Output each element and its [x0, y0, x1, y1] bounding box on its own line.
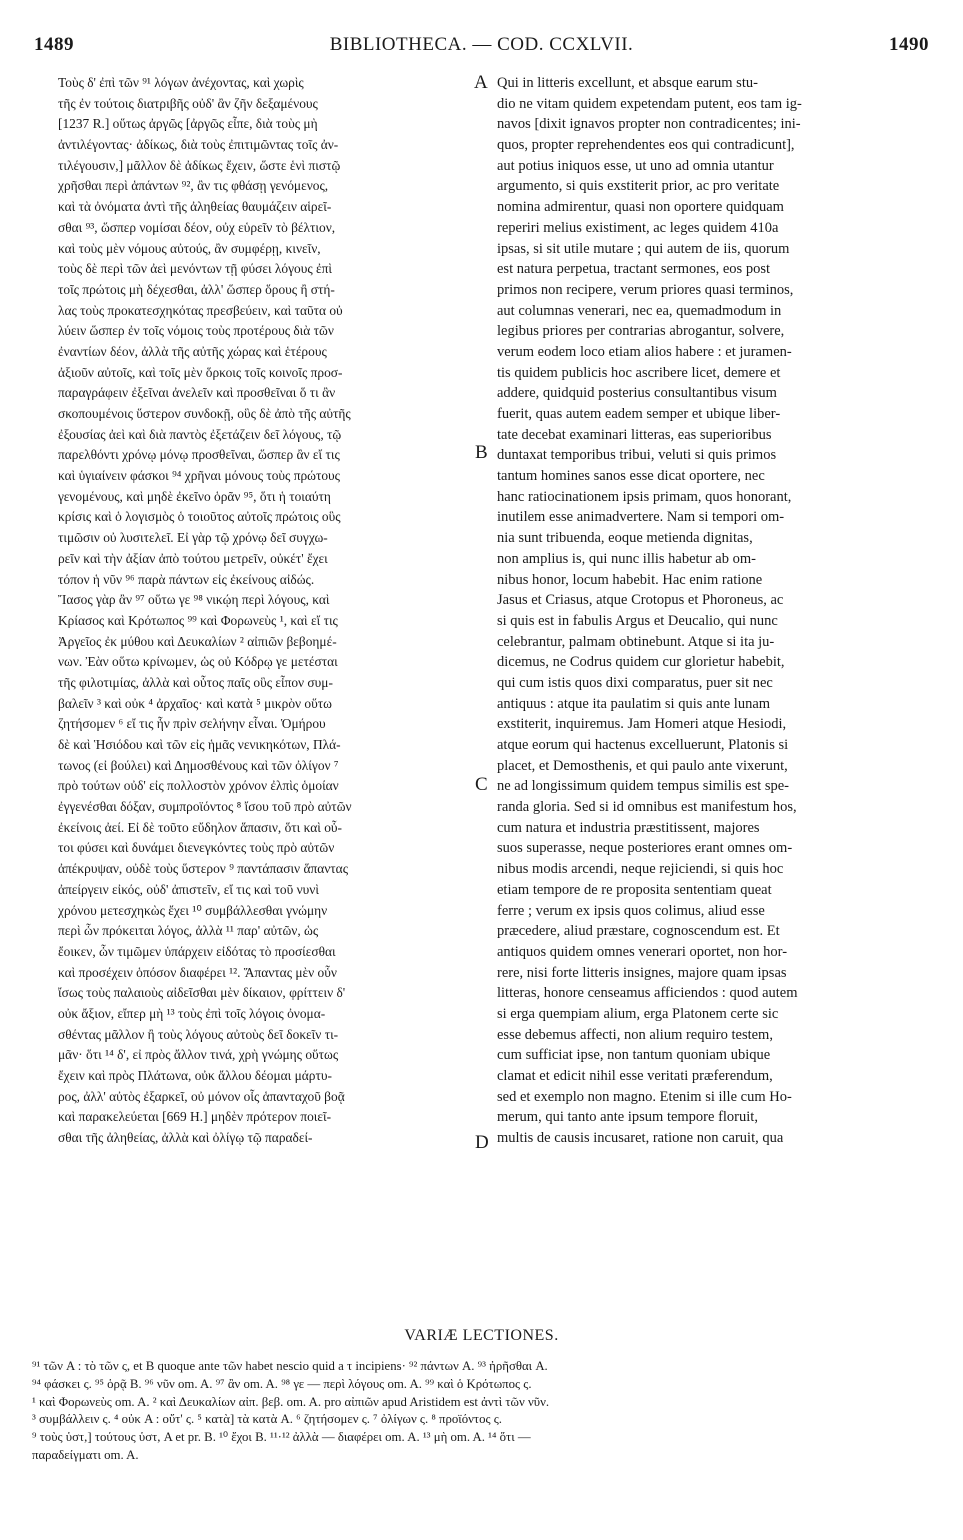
greek-text-line: ἀξιοῦν αὐτοῖς, καὶ τοῖς μὲν ὅρκοις τοῖς κοινοῖς προσ-	[58, 364, 343, 380]
latin-text-line: placet, et Demosthenis, et qui paulo ante vixerunt,	[497, 757, 788, 774]
section-marker-d: D	[475, 1132, 489, 1153]
greek-text-line: λας τοὺς προκατεσχηκότας πρεσβεύειν, καὶ ταῦτα οὐ	[58, 302, 343, 318]
greek-text-line: γενομένους, καὶ μηδὲ ἐκεῖνο ὁρᾶν ⁹⁵, ὅτι ἡ τοιαύτη	[58, 488, 331, 504]
latin-text-line: addere, quidquid posterius consultantibus visum	[497, 385, 777, 402]
note-line: ³ συμβάλλειν ς. ⁴ οὐκ A : οὔτ' ς. ⁵ κατὰ] τὰ κατὰ A. ⁶ ζητήσομεν ς. ⁷ ὀλίγων ς. ⁸ προϊόντος ς.	[32, 1412, 502, 1427]
latin-text-line: tantum homines sanos esse dicat oportere, nec	[497, 468, 765, 485]
page-header	[34, 34, 929, 64]
latin-text-line: nibus honor, locum habebit. Hac enim ratione	[497, 571, 763, 588]
latin-text-line: dio ne vitam quidem expetendam putent, eos tam ig-	[497, 95, 802, 112]
greek-text-line: δὲ καὶ Ἡσιόδου καὶ τῶν εἰς ἡμᾶς νενικηκότων, Πλά-	[58, 737, 341, 752]
note-line: παραδείγματι om. A.	[32, 1447, 139, 1462]
greek-text-line: ἔχειν καὶ πρὸς Πλάτωνα, οὐκ ἄλλου δέομαι μάρτυ-	[58, 1068, 332, 1083]
greek-text-line: περὶ ὧν πρόκειται λόγος, ἀλλὰ ¹¹ παρ' αὐτῶν, ὡς	[58, 923, 319, 939]
greek-text-line: καὶ προσέχειν ὁπόσον διαφέρει ¹². Ἅπαντας μὲν οὖν	[58, 964, 337, 980]
latin-text-line: dicemus, ne Codrus quidem cur glorietur habebit,	[497, 654, 785, 671]
greek-text-line: τιλέγουσιν,] μᾶλλον δὲ ἀδίκως ἔχειν, ὥστε ἑνὶ πιστῷ	[58, 157, 341, 173]
greek-text-line: ἀπέκρυψαν, οὐδὲ τοὺς ὕστερον ⁹ παντάπασιν ἅπαντας	[58, 861, 348, 877]
section-marker-a: A	[474, 72, 488, 93]
greek-text-line: τῆς φιλοτιμίας, ἀλλὰ καὶ οὗτος παῖς οὓς εἶπον συμ-	[58, 674, 333, 690]
latin-text-line: etiam tempore de re proposita sententiam queat	[497, 881, 772, 898]
latin-text-line: ferre ; verum ex ipsis quos colimus, aliud esse	[497, 902, 765, 919]
greek-text-line: ρος, ἀλλ' αὐτὸς ἐξαρκεῖ, οὐ μόνον οἷς ἁπανταχοῦ βοᾷ	[58, 1088, 345, 1104]
greek-text-line: [1237 R.] οὕτως ἀργῶς [ἀργῶς εἶπε, διὰ τοὺς μὴ	[58, 116, 318, 132]
note-line: ⁹¹ τῶν A : τὸ τῶν ς, et B quoque ante τῶν habet nescio quid a τ incipiens· ⁹² πάντων A. ⁹³ ἠρῆσθαι A.	[32, 1359, 548, 1373]
latin-text-line: fuerit, quas autem eadem semper et ubique liber-	[497, 406, 781, 422]
latin-text-line: antiquos quidem omnes venerari oportet, non hor-	[497, 943, 788, 960]
greek-text-column	[58, 73, 470, 1303]
latin-text-line: nomina admirentur, quasi non oportere quidquam	[497, 199, 784, 216]
latin-text-column	[497, 73, 929, 1303]
greek-text-line: ἐξουσίας ἀεὶ καὶ διὰ παντὸς ἐξετάζειν δεῖ λόγους, τῷ	[58, 426, 342, 442]
note-line: ⁹⁴ φάσκει ς. ⁹⁵ ὁρᾷ B. ⁹⁶ νῦν om. A. ⁹⁷ ἂν om. A. ⁹⁸ γε — περὶ λόγους om. A. ⁹⁹ καὶ ὁ Κρότωπος ς.	[32, 1376, 532, 1391]
latin-text-line: nibus modis arcendi, neque rejiciendi, si quis hoc	[497, 861, 784, 878]
latin-text-line: nia sunt tribuenda, eoque metienda dignitas,	[497, 530, 753, 547]
greek-text-line: νων. Ἐὰν οὕτω κρίνωμεν, ὡς οὐ Κόδρῳ γε μετέσται	[58, 654, 338, 670]
page-number-left: 1489	[34, 34, 74, 55]
latin-text-line: cum sufficiat ipse, non tantum quoniam ubique	[497, 1047, 771, 1064]
greek-text-line: ἐγγενέσθαι δόξαν, συμπροϊόντος ⁸ ἴσου τοῦ πρὸ αὐτῶν	[58, 799, 352, 815]
greek-text-line: καὶ παρακελεύεται [669 H.] μηδὲν πρότερον ποιεῖ-	[58, 1109, 332, 1125]
greek-text-line: ἐκείνοις ἀεί. Εἰ δὲ τοῦτο εὔδηλον ἅπασιν, ὅτι καὶ οὗ-	[58, 819, 343, 835]
latin-text-line: Qui in litteris excellunt, et absque earum stu-	[497, 75, 758, 91]
latin-text-line: est natura perpetua, tractant sermones, eos post	[497, 261, 770, 278]
greek-text-line: πρὸ τούτων οὐδ' εἰς πολλοστὸν χρόνον ἐλπὶς ὁμοίαν	[58, 778, 339, 794]
greek-text-line: παρελθόντι χρόνῳ μόνῳ προσθεῖναι, ὥσπερ ἂν εἴ τις	[58, 447, 340, 463]
running-title: BIBLIOTHECA. — COD. CCXLVII.	[329, 34, 634, 55]
latin-text-line: clamat et edicit nihil esse veritati præferendum,	[497, 1068, 773, 1084]
greek-text-line: σθαι ⁹³, ὥσπερ νομίσαι δέον, οὐχ εὑρεῖν τὸ βέλτιον,	[58, 219, 336, 235]
variae-lectiones-heading: VARIÆ LECTIONES.	[404, 1327, 559, 1344]
section-marker-c: C	[475, 774, 488, 795]
latin-text-line: si quis est in fabulis Argus et Deucalio, qui nunc	[497, 612, 778, 629]
latin-text-line: atque eorum qui hactenus excelluerunt, Platonis si	[497, 737, 789, 753]
greek-text-line: κρίσις καὶ ὁ λογισμὸς ὁ τοιοῦτος αὐτοῖς πρώτοις οὓς	[58, 509, 341, 525]
greek-text-line: σθέντας μᾶλλον ἢ τοὺς λόγους αὐτοὺς δεῖ δοκεῖν τι-	[58, 1026, 339, 1042]
section-marker-b: B	[475, 442, 488, 463]
greek-text-line: ἀπείργειν εἰκός, οὐδ' ἀπιστεῖν, εἴ τις καὶ τοῦ νυνὶ	[58, 881, 319, 897]
latin-text-line: randa gloria. Sed si id omnibus est manifestum hos,	[497, 799, 797, 816]
latin-text-line: Jasus et Criasus, atque Crotopus et Phoroneus, ac	[497, 592, 784, 609]
latin-text-line: celebrantur, palmam obtinebunt. Atque si ita ju-	[497, 633, 775, 650]
greek-text-line: ἔοικεν, ὧν τιμῶμεν ὑπάρχειν εἰδότας τὸ προσίεσθαι	[58, 943, 336, 959]
greek-text-line: βαλεῖν ³ καὶ οὐκ ⁴ ἀρχαῖος· καὶ κατὰ ⁵ μικρὸν οὕτω	[58, 695, 332, 711]
latin-text-line: litteras, honore censeamus afficiendos : quod autem	[497, 985, 798, 1002]
greek-text-line: ἀντιλέγοντας· ἀδίκως, διὰ τοὺς ἐπιτιμῶντας τοῖς ἀν-	[58, 137, 339, 153]
latin-text-line: sed et exemplo non magno. Etenim si ille cum Ho-	[497, 1088, 792, 1105]
greek-text-line: οὐκ ἄξιον, εἴπερ μὴ ¹³ τοὺς ἐπὶ τοῖς λόγοις ὀνομα-	[58, 1005, 326, 1021]
latin-text-line: argumento, si quis exstiterit prior, ac pro veritate	[497, 178, 780, 195]
greek-text-line: ἐναντίων δέον, ἀλλὰ τῆς αὐτῆς χώρας καὶ ἑτέρους	[58, 343, 327, 359]
greek-text-line: καὶ τὰ ὀνόματα ἀντὶ τῆς ἀληθείας θαυμάζειν αἱρεῖ-	[58, 199, 332, 215]
greek-text-line: καὶ ὑγιαίνειν φάσκοι ⁹⁴ χρῆναι μόνους τοὺς πρώτους	[58, 468, 340, 484]
latin-text-line: aut columnas venerari, nec ea, quemadmodum in	[497, 302, 782, 319]
greek-text-line: Ἴασος γὰρ ἂν ⁹⁷ οὕτω γε ⁹⁸ νικῴη περὶ λόγους, καὶ	[58, 592, 330, 608]
note-line: ¹ καὶ Φορωνεὺς om. A. ² καὶ Δευκαλίων αἰπ. βεβ. om. A. pro αἰπιῶν apud Aristidem est ἀντὶ τῶν νῦν.	[32, 1394, 550, 1409]
latin-text-line: tis quidem publicis hoc ascribere licet, demere et	[497, 364, 781, 381]
greek-text-line: σθαι τῆς ἀληθείας, ἀλλὰ καὶ ὀλίγῳ τῷ παραδεί-	[58, 1130, 313, 1146]
greek-text-line: τοι φύσει καὶ δυνάμει διενεγκόντες τοὺς πρὸ αὐτῶν	[58, 840, 335, 856]
greek-text-line: τιμῶσιν οὐ λυσιτελεῖ. Εἰ γὰρ τῷ χρόνῳ δεῖ συγχω-	[58, 530, 328, 546]
greek-text-line: ρεῖν καὶ τὴν ἀξίαν ἀπὸ τούτου μετρεῖν, οὐκέτ' ἔχει	[58, 550, 328, 566]
greek-text-line: τωνος (εἰ βούλει) καὶ Δημοσθένους καὶ τῶν ὀλίγον ⁷	[58, 757, 339, 773]
greek-text-line: ζητήσομεν ⁶ εἴ τις ἦν πρὶν σελήνην εἶναι. Ὁμήρου	[58, 716, 326, 732]
latin-text-line: primos non recipere, verum priores quasi terminos,	[497, 281, 794, 298]
variant-readings-notes	[32, 1358, 934, 1538]
greek-text-line: παραγράφειν ἐξεῖναι ἀνελεῖν καὶ προσθεῖναι ὅ τι ἂν	[58, 385, 336, 401]
greek-text-line: Τοὺς δ' ἐπὶ τῶν ⁹¹ λόγων ἀνέχοντας, καὶ χωρὶς	[58, 75, 304, 90]
latin-text-line: merum, qui tanto ante ipsum tempore floruit,	[497, 1109, 758, 1126]
note-line: ⁹ τοὺς ὑστ,] τούτους ὑστ, A et pr. B. ¹⁰ ἔχοι B. ¹¹·¹² ἀλλὰ — διαφέρει om. A. ¹³ μὴ om. A. ¹⁴ ὅτι —	[32, 1430, 531, 1445]
greek-text-line: Κρίασος καὶ Κρότωπος ⁹⁹ καὶ Φορωνεὺς ¹, καὶ εἴ τις	[58, 612, 338, 628]
latin-text-line: præcedere, aliud præstare, cognoscendum est. Et	[497, 923, 780, 940]
latin-text-line: verum eodem loco etiam alios habere : et juramen-	[497, 343, 792, 360]
latin-text-line: ne ad longissimum quidem tempus similis est spe-	[497, 778, 789, 795]
greek-text-line: τῆς ἐν τούτοις διατριβῆς οὐδ' ἂν ζῆν δεξαμένους	[58, 95, 318, 111]
greek-text-line: τοῖς πρώτοις μὴ δέχεσθαι, ἀλλ' ὥσπερ ὅρους ἢ στή-	[58, 281, 335, 297]
greek-text-line: χρόνου μετεσχηκὼς ἔχει ¹⁰ συμβάλλεσθαι γνώμην	[58, 902, 328, 918]
latin-text-line: multis de causis incusaret, ratione non caruit, qua	[497, 1130, 784, 1147]
greek-text-line: λύειν ὥσπερ ἐν τοῖς νόμοις τοὺς προτέρους διὰ τῶν	[58, 323, 334, 339]
latin-text-line: ipsas, si sit utile mutare ; qui autem de iis, quorum	[497, 240, 790, 257]
latin-text-line: exstiterit, inquiremus. Jam Homeri atque Hesiodi,	[497, 716, 787, 733]
latin-text-line: si erga quempiam alium, erga Platonem certe sic	[497, 1005, 779, 1022]
latin-text-line: quos, propter reprehendentes eos qui contradicunt],	[497, 137, 795, 154]
latin-text-line: antiquus : atque ita paulatim si quis ante lunam	[497, 695, 771, 712]
greek-text-line: Ἀργεῖος ἐκ μύθου καὶ Δευκαλίων ² αἰπιῶν βεβοημέ-	[58, 633, 337, 649]
latin-text-line: hanc ratiocinationem ipsis primam, quos honorant,	[497, 488, 792, 505]
latin-text-line: qui cum istis quos dixi comparatus, puer sit nec	[497, 674, 773, 691]
page-number-right: 1490	[889, 34, 929, 55]
latin-text-line: non amplius is, qui nunc illis habetur ab om-	[497, 550, 756, 567]
latin-text-line: reperiri melius existiment, ac leges quidem 410a	[497, 219, 779, 236]
latin-text-line: navos [dixit ignavos propter non contradicentes; ini-	[497, 116, 801, 133]
greek-text-line: σκοπουμένοις ὕστερον συνδοκῇ, οὓς δὲ ἀπὸ τῆς αὐτῆς	[58, 406, 351, 421]
latin-text-line: suos superasse, neque posteriores erant omnes om-	[497, 840, 793, 857]
latin-text-line: inutilem esse animadvertere. Nam si tempori om-	[497, 509, 785, 526]
greek-text-line: καὶ τοὺς μὲν νόμους αὐτούς, ἂν συμφέρῃ, κινεῖν,	[58, 240, 321, 256]
latin-text-line: duntaxat temporibus tribui, veluti si quis primos	[497, 447, 777, 464]
greek-text-line: ἴσως τοὺς παλαιοὺς αἰδεῖσθαι μὲν δίκαιον, φρίττειν δ'	[58, 985, 346, 1001]
latin-text-line: aut potius iniquos esse, ut uno ad omnia utantur	[497, 157, 774, 174]
greek-text-line: τόπον ἡ νῦν ⁹⁶ παρὰ πάντων εἰς ἐκείνους αἰδώς.	[58, 571, 315, 587]
latin-text-line: legibus priores per contrarias abrogantur, solvere,	[497, 323, 785, 340]
latin-text-line: cum natura et industria præstitissent, majores	[497, 819, 760, 836]
latin-text-line: tate decebat examinari litteras, eas superioribus	[497, 426, 772, 443]
greek-text-line: μᾶν· ὅτι ¹⁴ δ', εἰ πρὸς ἄλλον τινά, χρὴ γνώμης οὕτως	[58, 1047, 339, 1063]
latin-text-line: rere, nisi forte litteris insignes, majore quam ipsas	[497, 964, 787, 981]
greek-text-line: τοὺς δὲ περὶ τῶν ἀεὶ μενόντων τῇ φύσει λόγους ἐπὶ	[58, 261, 332, 277]
greek-text-line: χρῆσθαι περὶ ἁπάντων ⁹², ἂν τις φθάσῃ γενόμενος,	[58, 178, 329, 194]
latin-text-line: esse debemus affecti, non alium requiro testem,	[497, 1026, 773, 1043]
